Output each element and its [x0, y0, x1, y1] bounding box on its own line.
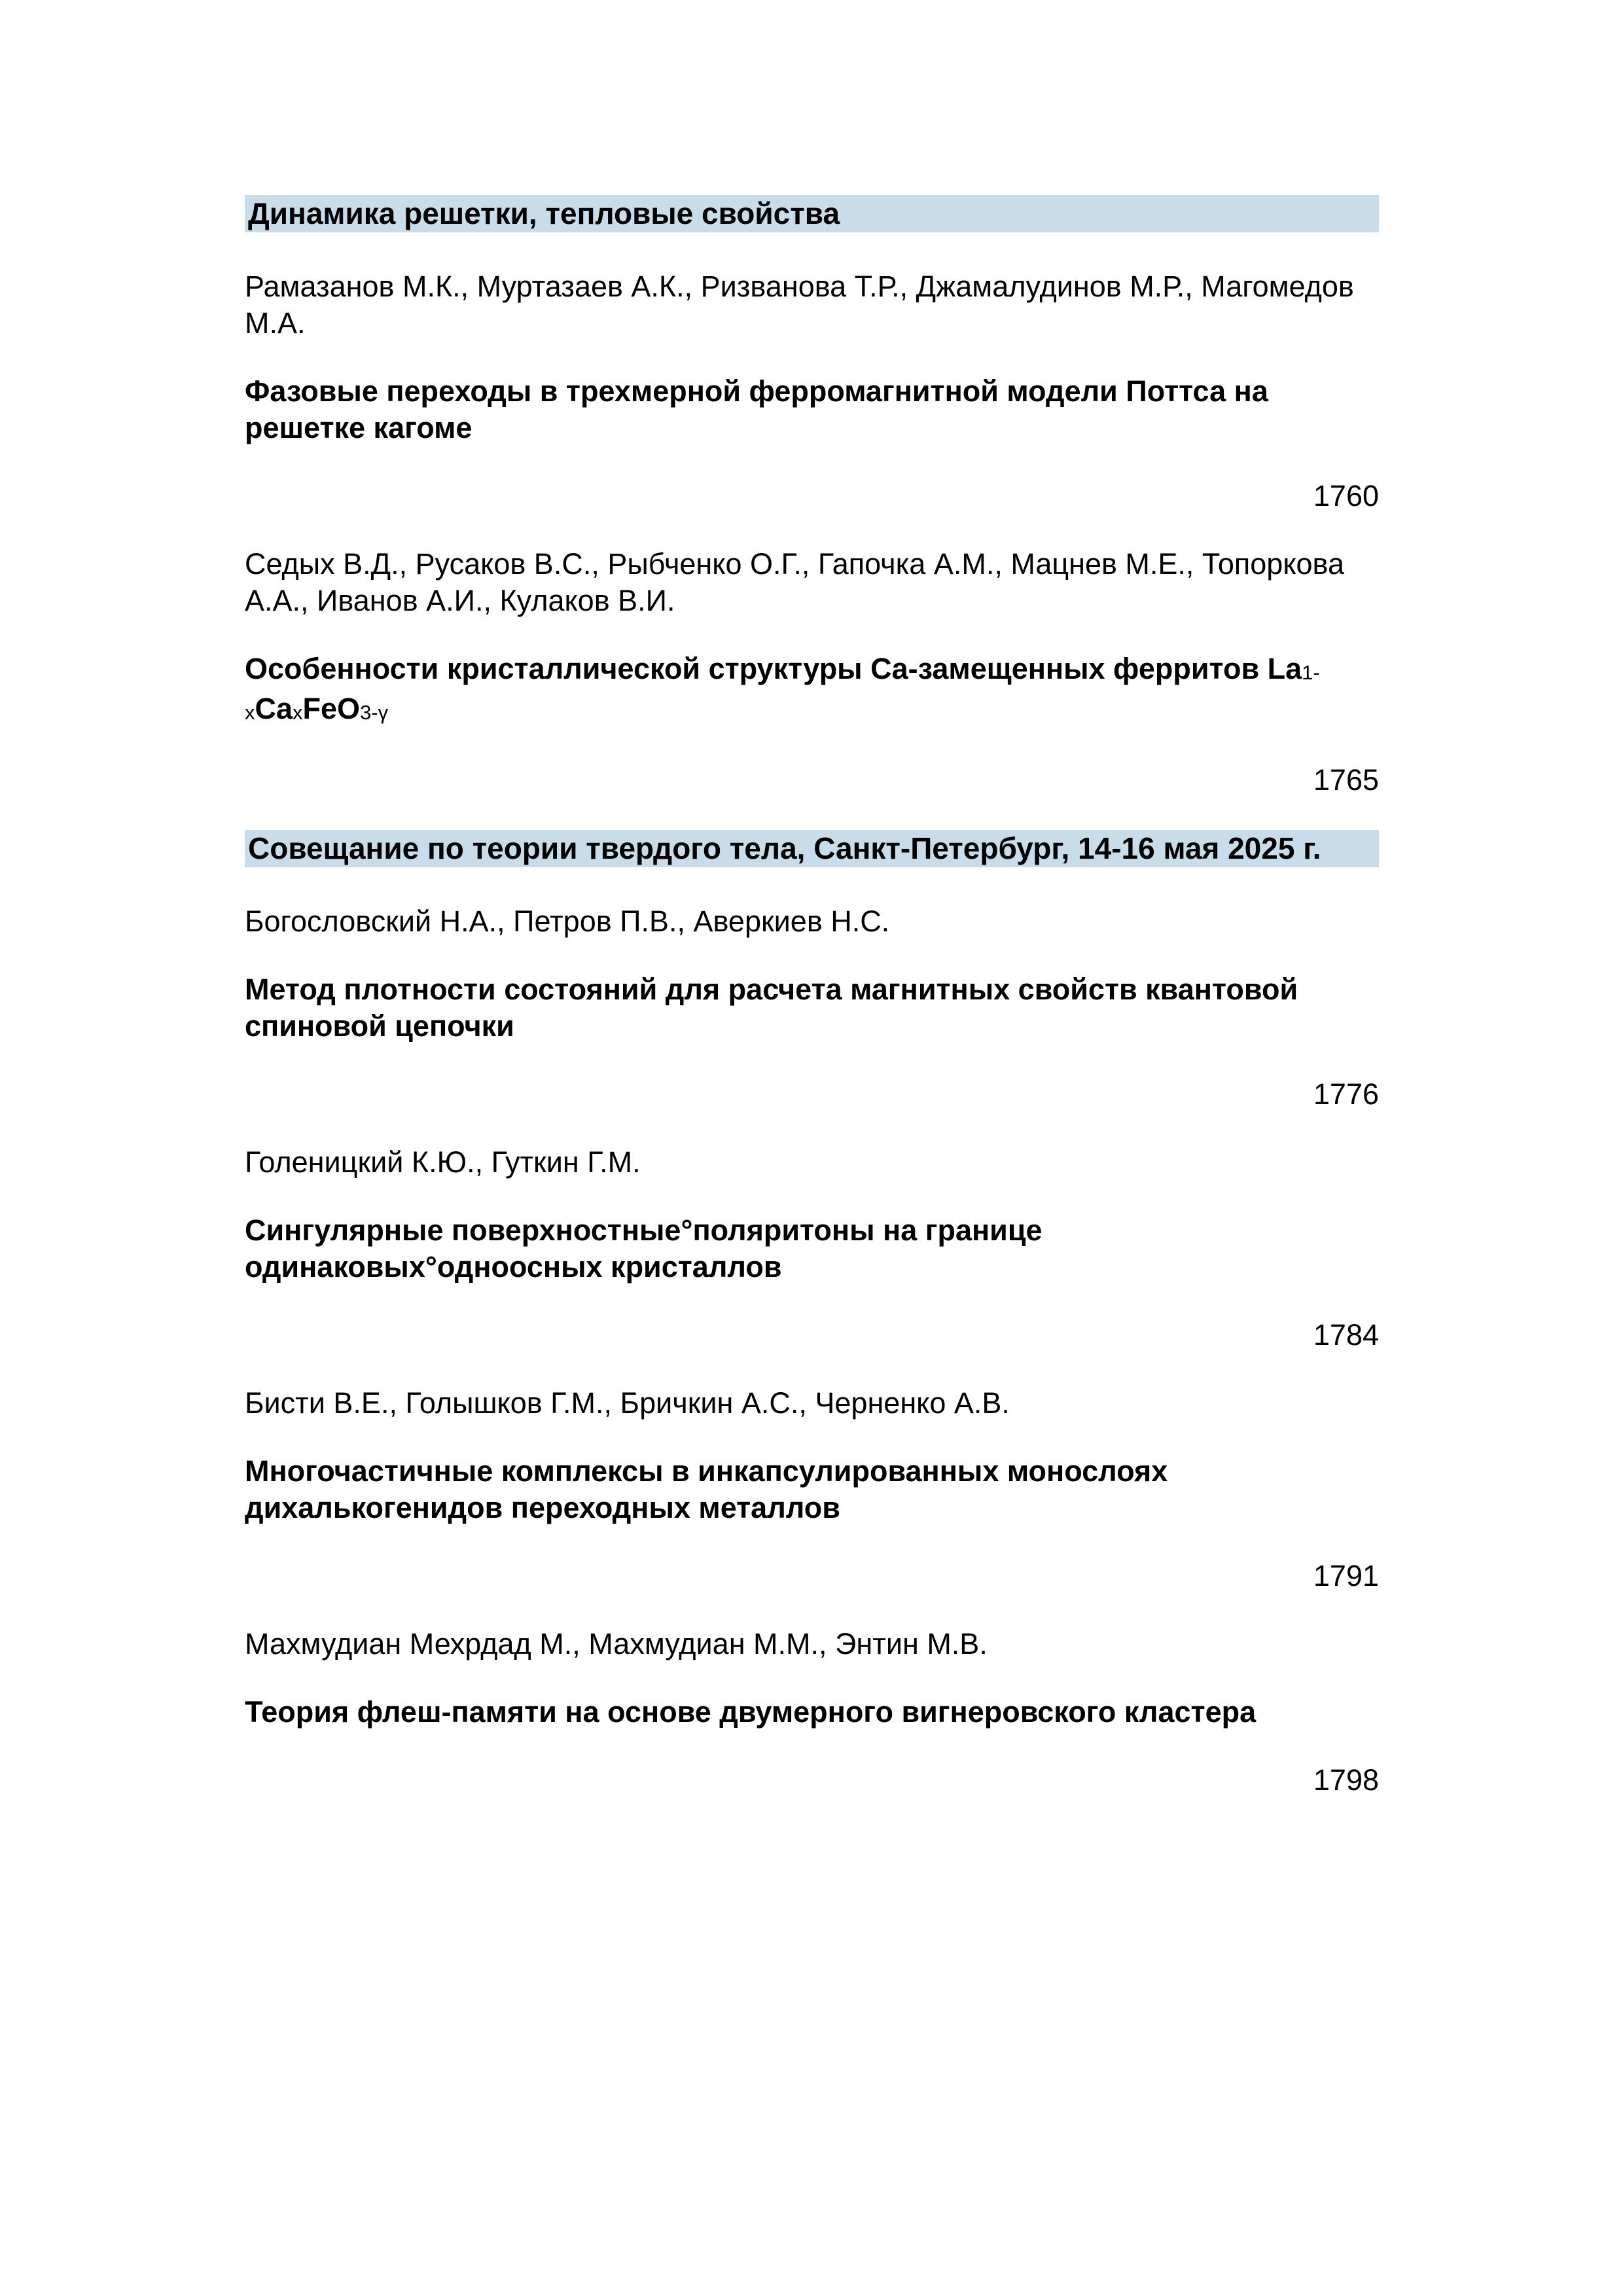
entry-title: Метод плотности состояний для расчета магнитных свойств квантовой спиновой цепочки [245, 973, 1298, 1043]
formula-subscript: x [293, 701, 303, 725]
entry-title: Теория флеш-памяти на основе двумерного вигнеровского кластера [245, 1695, 1257, 1729]
section-header: Динамика решетки, тепловые свойства [245, 195, 1379, 232]
entry-title-text: Особенности кристаллической структуры Ca-замещенных ферритов [245, 652, 1268, 685]
formula-subscript: 3-γ [360, 701, 389, 725]
entry-title: Сингулярные поверхностные°поляритоны на границе одинаковых°одноосных кристаллов [245, 1213, 1043, 1283]
toc-entry [245, 1626, 1379, 1799]
entry-authors: Бисти В.Е., Голышков Г.М., Бричкин А.С., Черненко А.В. [245, 1386, 1010, 1420]
entry-authors: Седых В.Д., Русаков В.С., Рыбченко О.Г., Гапочка А.М., Мацнев М.Е., Топоркова А.А., Иванов А.И., Кулаков В.И. [245, 547, 1344, 617]
formula-element: FeO [302, 692, 361, 725]
toc-entry [245, 903, 1379, 1113]
entry-page-number: 1791 [1313, 1559, 1379, 1592]
section-header: Совещание по теории твердого тела, Санкт-Петербург, 14-16 мая 2025 г. [245, 830, 1379, 867]
entry-page-number: 1798 [1313, 1763, 1379, 1797]
formula-subscript: 1-x [245, 661, 1320, 725]
toc-entry [245, 1144, 1379, 1354]
entry-title: Фазовые переходы в трехмерной ферромагнитной модели Поттса на решетке кагоме [245, 374, 1268, 444]
toc-entry [245, 268, 1379, 514]
toc-section-solid-state-theory-meeting [245, 830, 1379, 1799]
toc-section-lattice-dynamics [245, 195, 1379, 798]
entry-title [245, 651, 1379, 730]
entry-authors: Голеницкий К.Ю., Гуткин Г.М. [245, 1145, 641, 1179]
entry-page-number: 1760 [1313, 479, 1379, 512]
entry-authors: Богословский Н.А., Петров П.В., Аверкиев Н.С. [245, 905, 890, 938]
formula-element: Ca [255, 692, 293, 725]
entry-page-number: 1765 [1313, 763, 1379, 797]
toc-entry [245, 1385, 1379, 1594]
entry-authors: Махмудиан Мехрдад М., Махмудиан М.М., Энтин М.В. [245, 1627, 988, 1660]
entry-page-number: 1784 [1313, 1318, 1379, 1352]
entry-authors: Рамазанов М.К., Муртазаев А.К., Ризванова Т.Р., Джамалудинов М.Р., Магомедов М.А. [245, 270, 1354, 340]
entry-page-number: 1776 [1313, 1077, 1379, 1111]
entry-title: Многочастичные комплексы в инкапсулированных монослоях дихалькогенидов переходных металлов [245, 1454, 1168, 1524]
toc-entry [245, 546, 1379, 798]
formula-element: La [1267, 652, 1302, 685]
